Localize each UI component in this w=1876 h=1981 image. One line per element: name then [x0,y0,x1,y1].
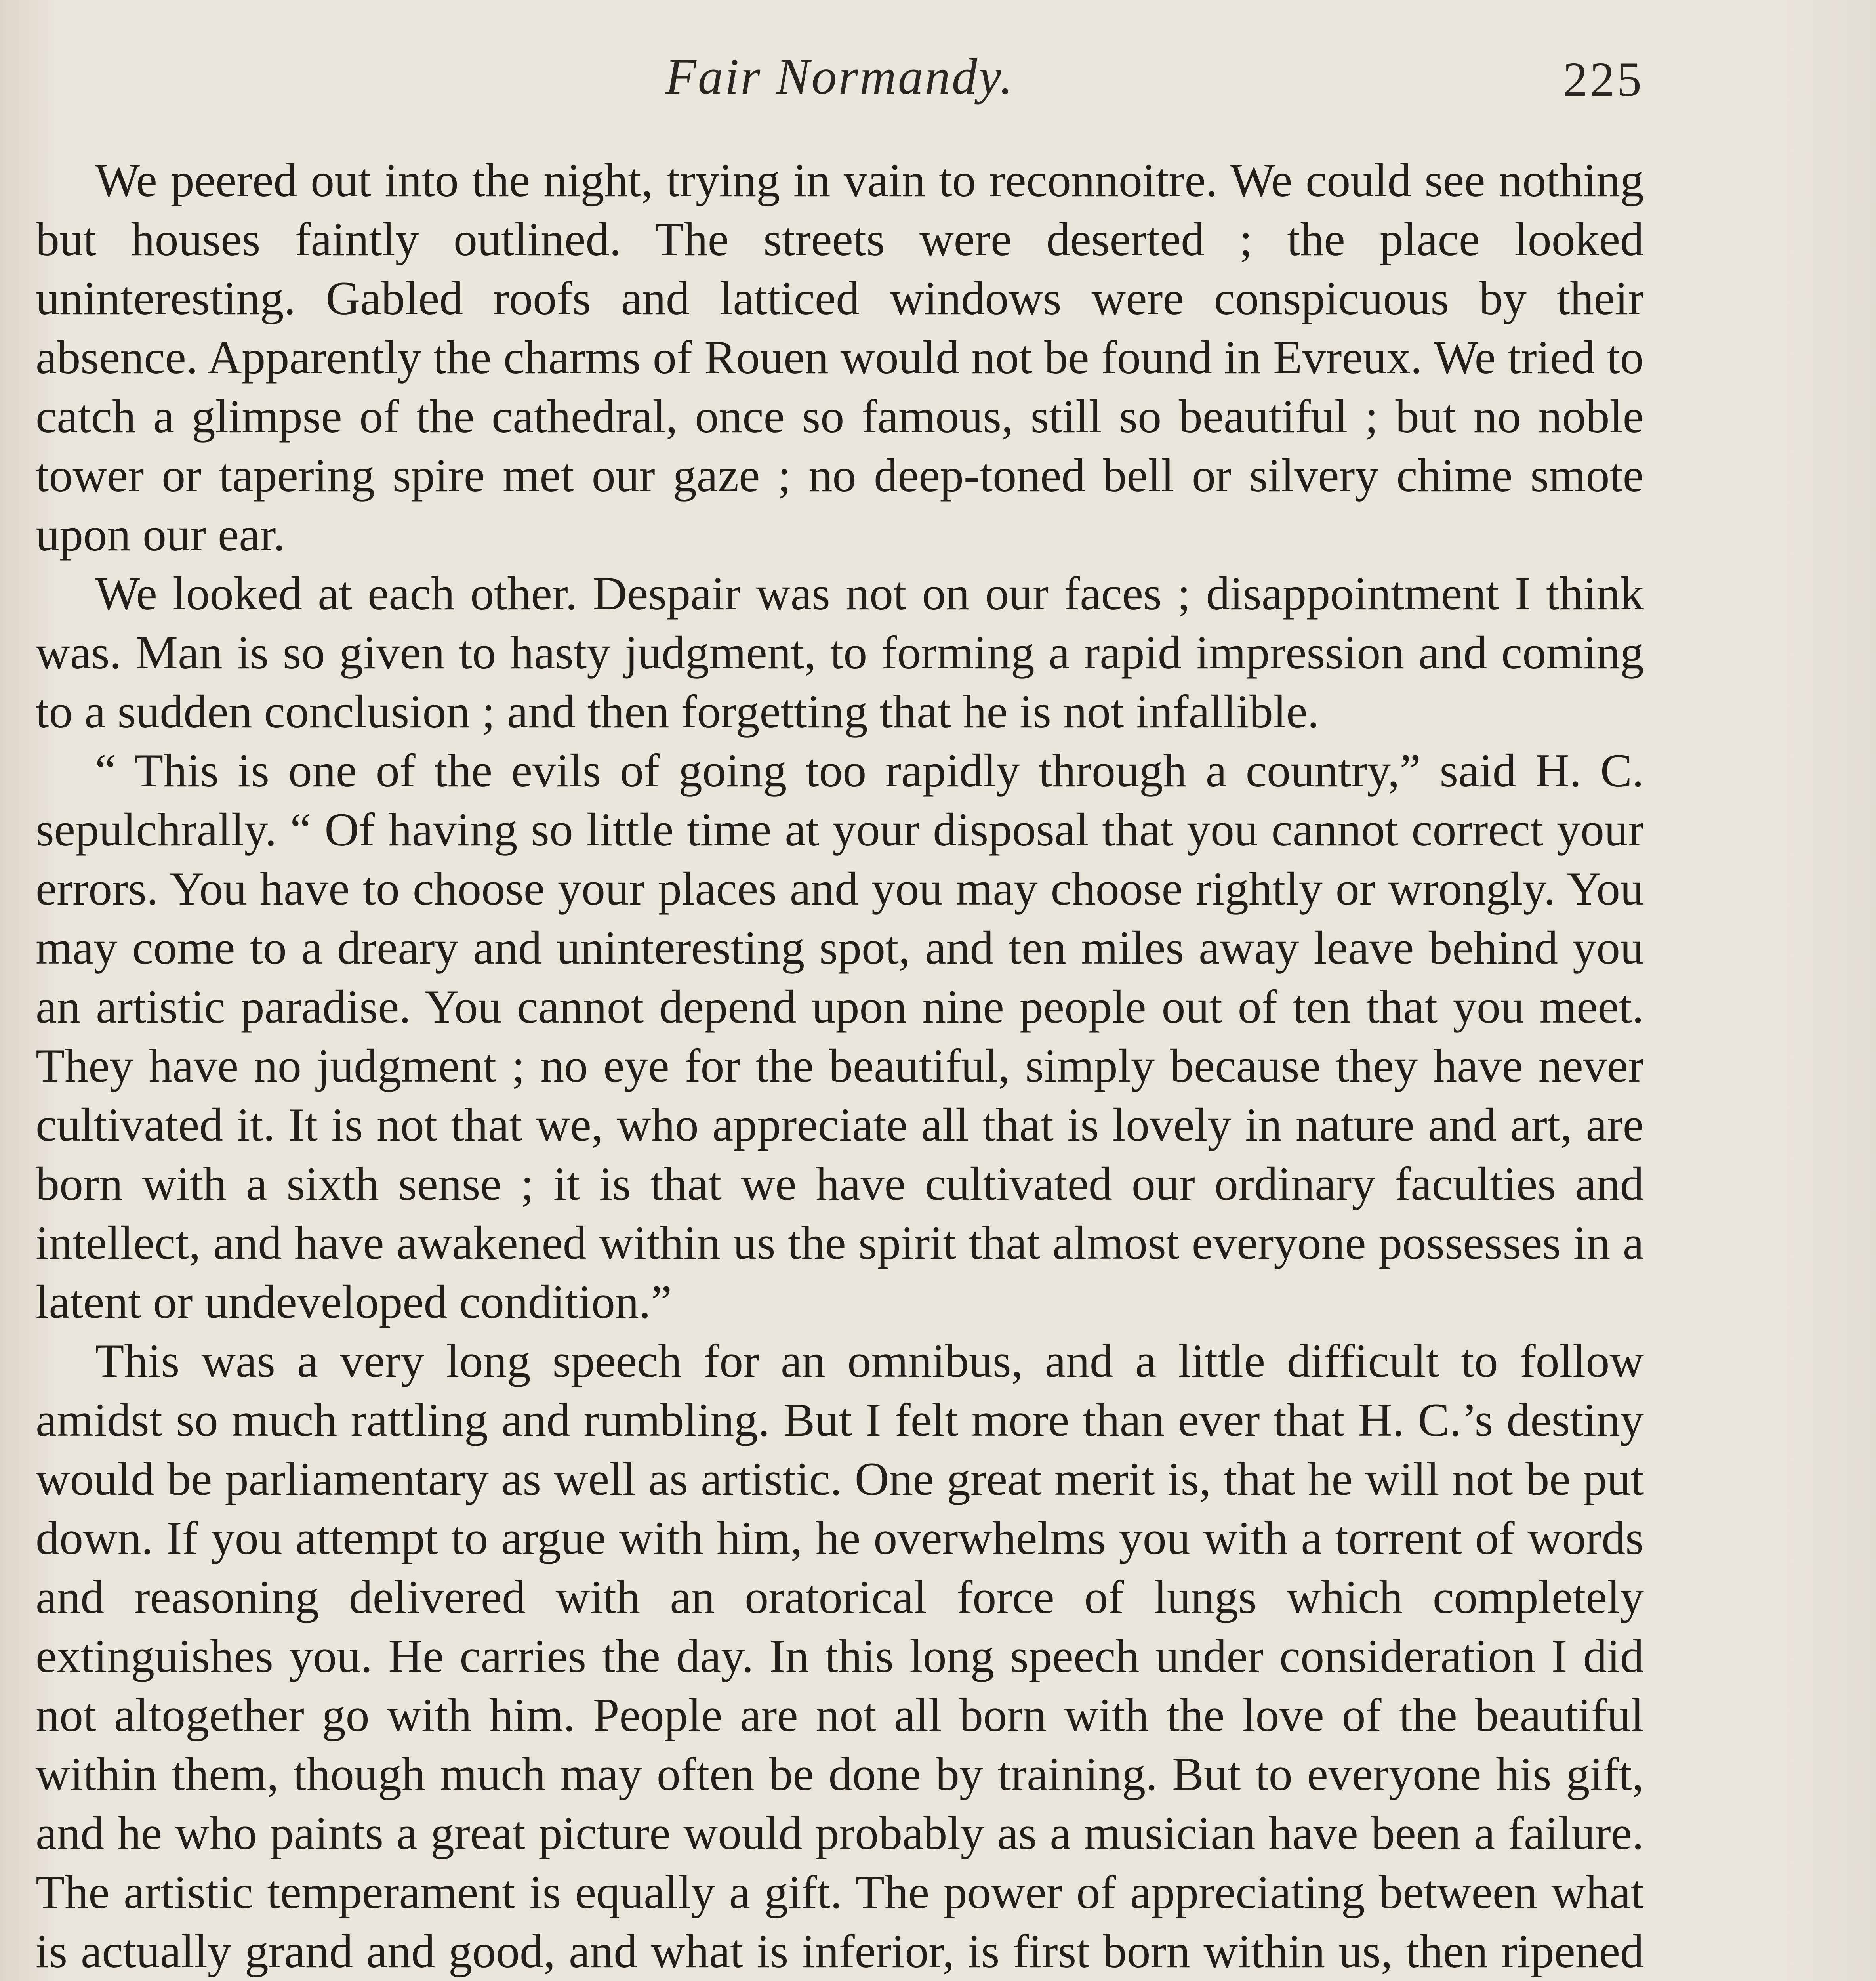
body-text [36,151,1644,1981]
running-title: Fair Normandy. [665,48,1014,105]
paragraph-1: We peered out into the night, trying in vain to reconnoitre. We could see nothing but houses faintly outlined. The streets were deserted ; the place looked uninteresting. Gabled roofs and latticed windows were conspicuous by their absence. Apparently the charms of Rouen would not be found in Evreux. We tried to catch a glimpse of the cathedral, once so famous, still so beautiful ; but no noble tower or tapering spire met our gaze ; no deep-toned bell or silvery chime smote upon our ear. [36,154,1644,561]
paragraph-2: We looked at each other. Despair was not on our faces ; disappointment I think was. Man is so given to hasty judgment, to forming a rapid impression and coming to a sudden conclusion ; and then forgetting that he is not infallible. [36,567,1644,738]
paragraph-4: This was a very long speech for an omnibus, and a little difficult to follow amidst so much rattling and rumbling. But I felt more than ever that H. C.’s destiny would be parliamentary as well as artistic. One great merit is, that he will not be put down. If you attempt to argue with him, he overwhelms you with a torrent of words and reasoning delivered with an oratorical force of lungs which completely extinguishes you. He carries the day. In this long speech under consideration I did not altogether go with him. People are not all born with the love of the beautiful within them, though much may often be done by training. But to everyone his gift, and he who paints a great picture would probably as a musician have been a failure. The artistic temperament is equally a gift. The power of appreciating between what is actually grand and good, and what is inferior, is first born within us, then ripened [36,1334,1644,1977]
running-head [36,48,1644,127]
page-number: 225 [1563,52,1644,107]
paragraph-3: “ This is one of the evils of going too rapidly through a country,” said H. C. sepulchrally. “ Of having so little time at your disposal that you cannot correct your errors. You have to choose your places and you may choose rightly or wrongly. You may come to a dreary and uninteresting spot, and ten miles away leave behind you an artistic paradise. You cannot depend upon nine people out of ten that you meet. They have no judgment ; no eye for the beautiful, simply because they have never cultivated it. It is not that we, who appreciate all that is lovely in nature and art, are born with a sixth sense ; it is that we have cultivated our ordinary faculties and intellect, and have awakened within us the spirit that almost everyone possesses in a latent or undeveloped condition.” [36,744,1644,1328]
